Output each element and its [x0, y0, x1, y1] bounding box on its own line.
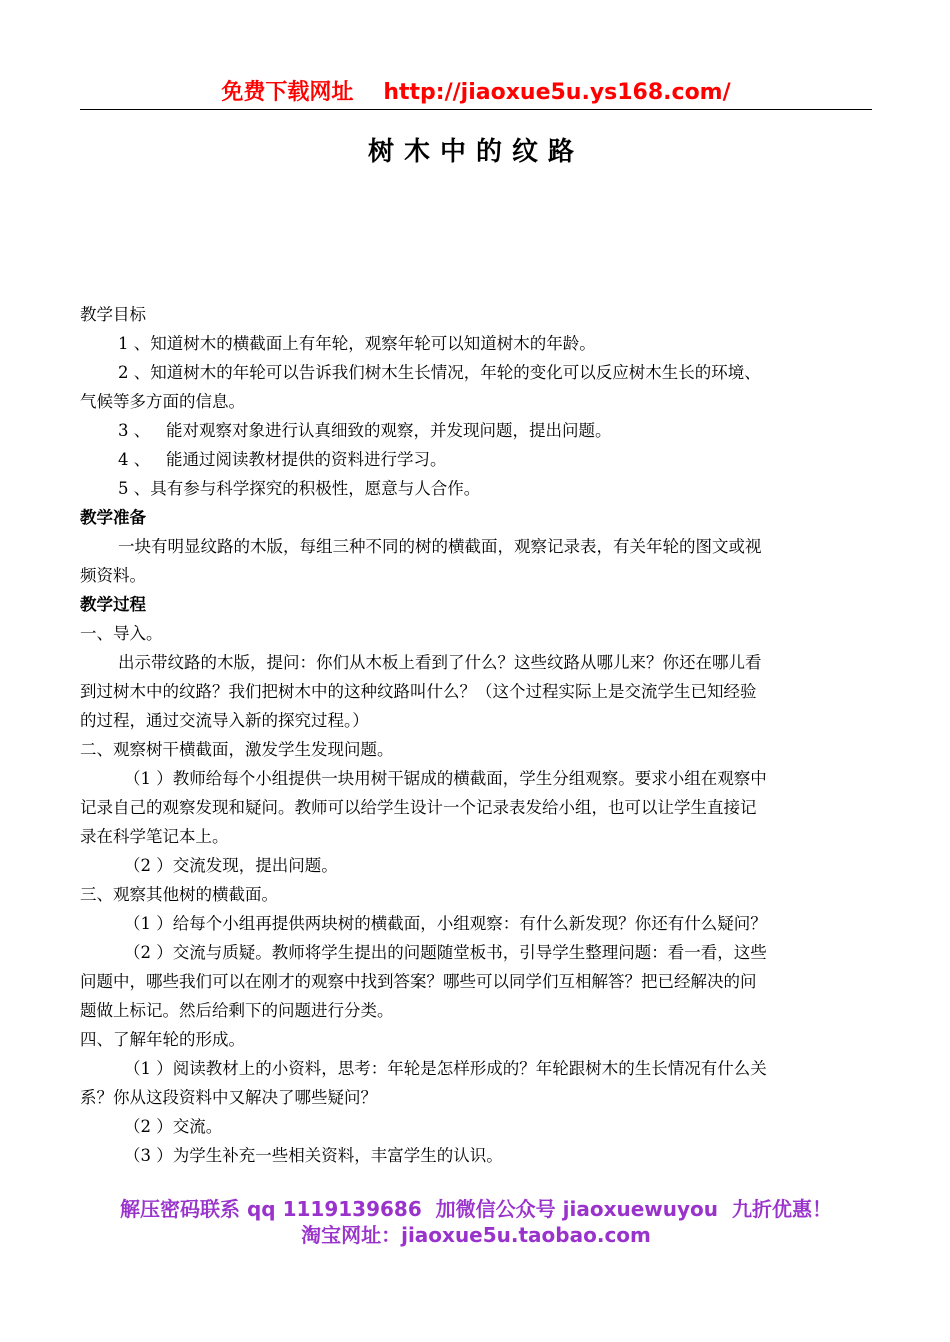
header-divider — [80, 109, 872, 110]
header-label: 免费下载网址 — [221, 80, 354, 105]
objective-item-2-cont: 气候等多方面的信息。 — [80, 392, 245, 411]
footer-taobao-link[interactable]: 淘宝网址：jiaoxue5u.taobao.com — [301, 1223, 651, 1247]
section-4-title: 四、了解年轮的形成。 — [80, 1030, 245, 1049]
document-body — [80, 300, 872, 1170]
section-4-line-2: 系？你从这段资料中又解决了哪些疑问？ — [80, 1088, 377, 1107]
section-2-line-4: （2 ）交流发现，提出问题。 — [124, 856, 338, 875]
section-1-line-2: 到过树木中的纹路？我们把树木中的这种纹路叫什么？（这个过程实际上是交流学生已知经验 — [80, 682, 757, 701]
objective-item-1: 1 、知道树木的横截面上有年轮，观察年轮可以知道树木的年龄。 — [118, 334, 596, 353]
preparation-line-1: 一块有明显纹路的木版，每组三种不同的树的横截面，观察记录表，有关年轮的图文或视 — [118, 537, 762, 556]
objective-item-3: 3 、 能对观察对象进行认真细致的观察，并发现问题，提出问题。 — [118, 421, 612, 440]
process-heading: 教学过程 — [80, 595, 146, 614]
section-4-line-3: （2 ）交流。 — [124, 1117, 223, 1136]
section-3-line-4: 题做上标记。然后给剩下的问题进行分类。 — [80, 1001, 394, 1020]
section-1-line-1: 出示带纹路的木版，提问：你们从木板上看到了什么？这些纹路从哪儿来？你还在哪儿看 — [118, 653, 762, 672]
section-2-line-2: 记录自己的观察发现和疑问。教师可以给学生设计一个记录表发给小组，也可以让学生直接记 — [80, 798, 757, 817]
section-2-line-3: 录在科学笔记本上。 — [80, 827, 229, 846]
objective-item-4: 4 、 能通过阅读教材提供的资料进行学习。 — [118, 450, 447, 469]
section-4-line-1: （1 ）阅读教材上的小资料，思考：年轮是怎样形成的？年轮跟树木的生长情况有什么关 — [124, 1059, 767, 1078]
header-url-link[interactable]: http://jiaoxue5u.ys168.com/ — [383, 80, 731, 105]
section-2-line-1: （1 ）教师给每个小组提供一块用树干锯成的横截面，学生分组观察。要求小组在观察中 — [124, 769, 767, 788]
section-1-line-3: 的过程，通过交流导入新的探究过程。） — [80, 711, 369, 730]
section-4-line-4: （3 ）为学生补充一些相关资料，丰富学生的认识。 — [124, 1146, 503, 1165]
section-3-line-3: 问题中，哪些我们可以在刚才的观察中找到答案？哪些可以同学们互相解答？把已经解决的问 — [80, 972, 757, 991]
preparation-heading: 教学准备 — [80, 508, 146, 527]
preparation-line-2: 频资料。 — [80, 566, 146, 585]
section-3-line-1: （1 ）给每个小组再提供两块树的横截面，小组观察：有什么新发现？你还有什么疑问？ — [124, 914, 767, 933]
objectives-heading: 教学目标 — [80, 305, 146, 324]
promo-footer — [80, 1196, 872, 1248]
download-header — [80, 78, 872, 108]
section-1-title: 一、导入。 — [80, 624, 163, 643]
section-3-line-2: （2 ）交流与质疑。教师将学生提出的问题随堂板书，引导学生整理问题：看一看，这些 — [124, 943, 767, 962]
section-2-title: 二、观察树干横截面，激发学生发现问题。 — [80, 740, 394, 759]
document-title: 树木中的纹路 — [367, 137, 584, 167]
objective-item-5: 5 、具有参与科学探究的积极性，愿意与人合作。 — [118, 479, 481, 498]
footer-contact-line: 解压密码联系 qq 1119139686 加微信公众号 jiaoxuewuyou 九折优惠！ — [120, 1197, 832, 1221]
objective-item-2: 2 、知道树木的年轮可以告诉我们树木生长情况，年轮的变化可以反应树木生长的环境、 — [118, 363, 761, 382]
section-3-title: 三、观察其他树的横截面。 — [80, 885, 278, 904]
